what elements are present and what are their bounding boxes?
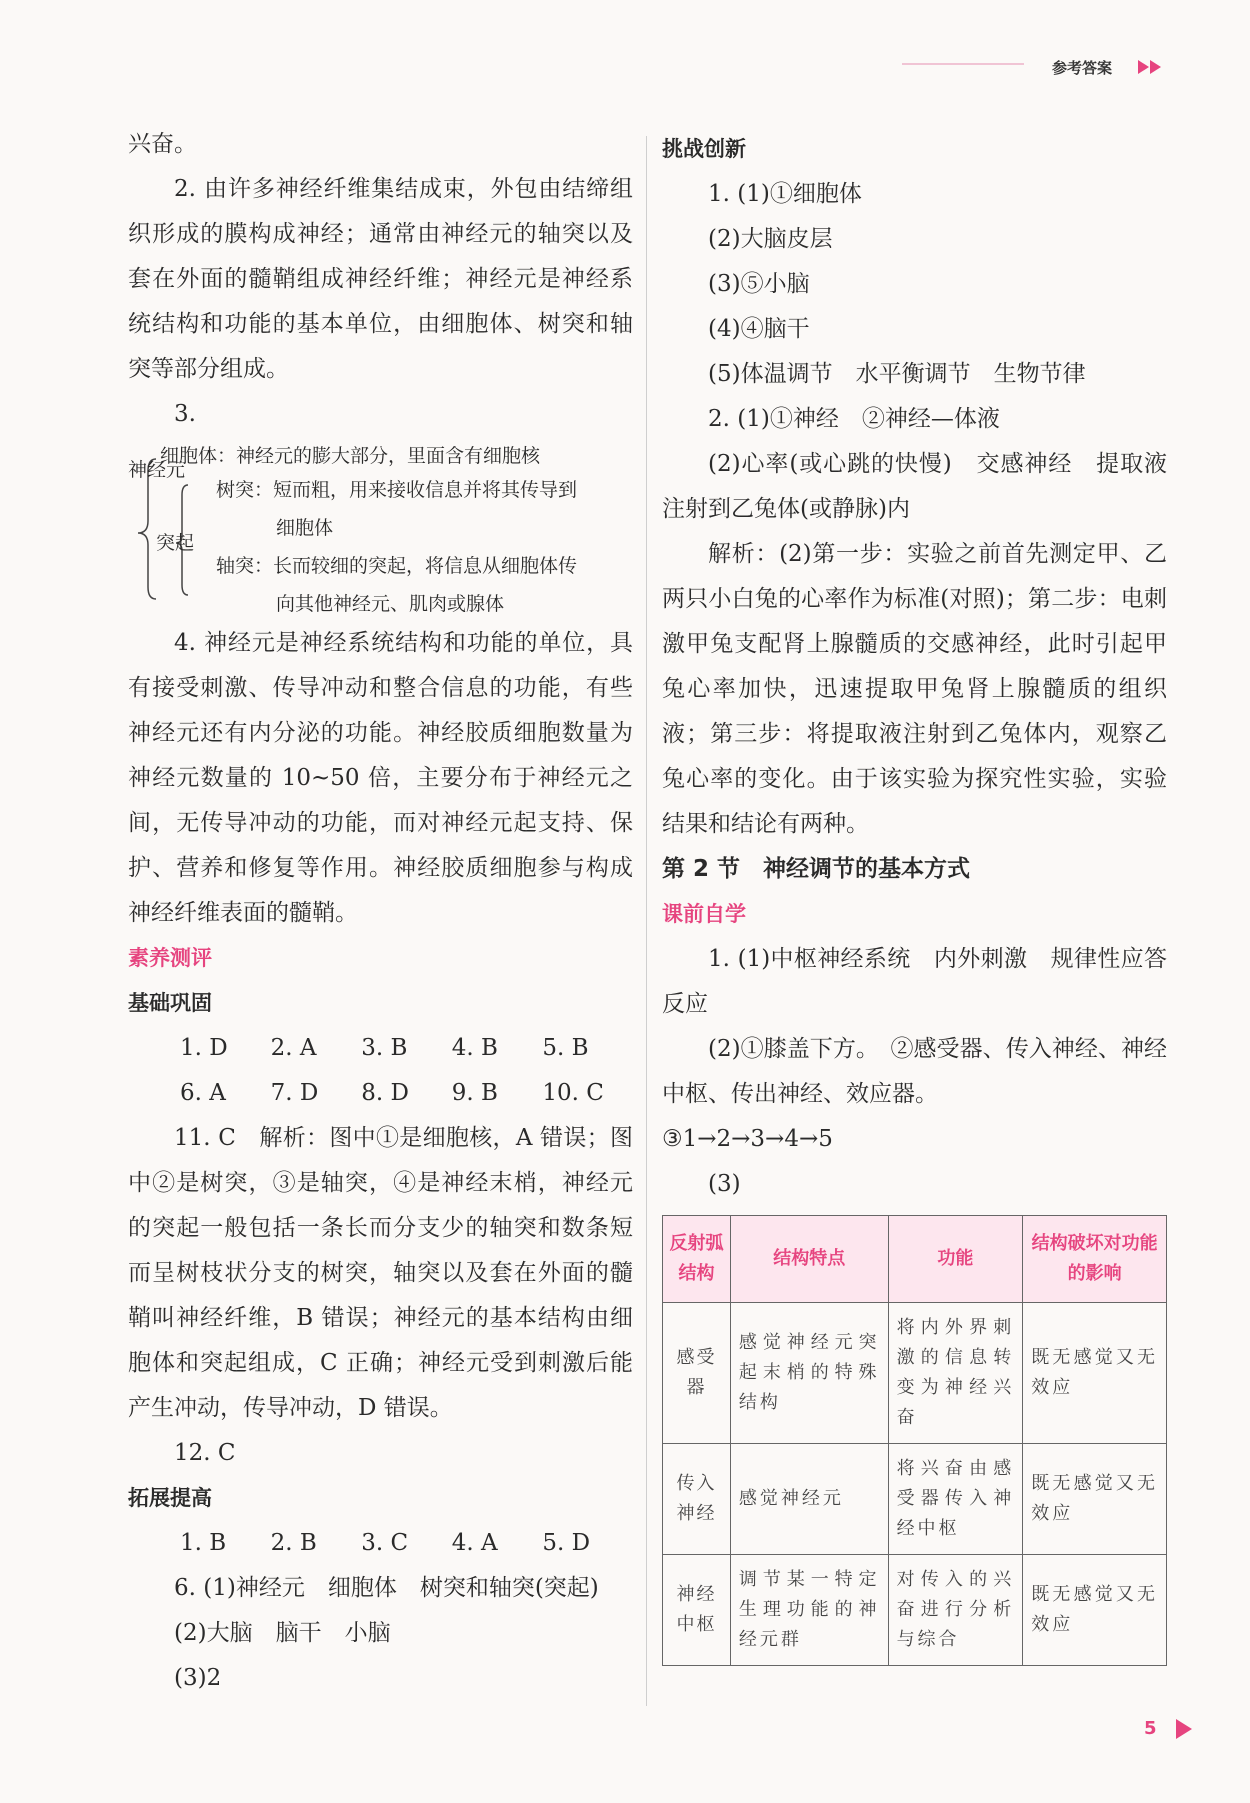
- right-c1: 1. (1)中枢神经系统 内外刺激 规律性应答反应: [662, 946, 1167, 1017]
- left-p4: 4. 神经元是神经系统结构和功能的单位，具有接受刺激、传导冲动和整合信息的功能，有些神经元还有内分泌的功能。神经胶质细胞数量为神经元数量的 10~50 倍，主要分布于神经元之间，无传导冲动的功能，而对神经元起支持、保护、营养和修复等作用。神经胶质细胞参与构成神经纤维表面的髓鞘。: [128, 630, 633, 926]
- answer-item: 9. B: [451, 1080, 498, 1106]
- answer-item: 10. C: [542, 1080, 604, 1106]
- section-heading-kelian: 课前自学: [662, 902, 746, 926]
- tree-dendrite-2: 细胞体: [276, 517, 334, 539]
- header-arrows-icon: [1138, 60, 1161, 74]
- table-cell: 既无感觉又无效应: [1023, 1555, 1167, 1666]
- answer-item: 1. B: [180, 1530, 227, 1556]
- tree-axon-1: 轴突：长而较细的突起，将信息从细胞体传: [216, 555, 578, 577]
- table-cell: 对传入的兴奋进行分析与综合: [888, 1555, 1023, 1666]
- answer-item: 7. D: [270, 1080, 319, 1106]
- answer-item: 5. B: [542, 1035, 589, 1061]
- tree-process: 突起: [156, 532, 195, 554]
- answer-item: 3. B: [361, 1035, 408, 1061]
- header-title: 参考答案: [1052, 59, 1113, 77]
- left-p12: 12. C: [174, 1440, 236, 1466]
- table-header-row: [663, 1216, 1167, 1303]
- tree-axon-2: 向其他神经元、肌肉或腺体: [276, 593, 505, 615]
- table-header: 反射弧结构: [663, 1216, 731, 1303]
- answer-item: 4. A: [451, 1530, 498, 1556]
- table-header: 结构特点: [730, 1216, 888, 1303]
- reflex-arc-table: [662, 1215, 1167, 1666]
- table-cell: 感受器: [663, 1303, 731, 1444]
- right-column: [662, 127, 1167, 1666]
- table-cell: 既无感觉又无效应: [1023, 1444, 1167, 1555]
- subheading-tuozhan: 拓展提高: [128, 1486, 212, 1510]
- right-a1: 1. (1)①细胞体: [708, 181, 862, 207]
- right-c2: (2)①膝盖下方。 ②感受器、传入神经、神经中枢、传出神经、效应器。: [662, 1036, 1167, 1107]
- answer-item: 8. D: [361, 1080, 409, 1106]
- table-header: 功能: [888, 1216, 1023, 1303]
- answer-row-3: [128, 1521, 633, 1566]
- answer-item: 1. D: [180, 1035, 228, 1061]
- left-p1: 兴奋。: [128, 131, 197, 157]
- table-row: [663, 1303, 1167, 1444]
- table-cell: 传入神经: [663, 1444, 731, 1555]
- right-a5: (5)体温调节 水平衡调节 生物节律: [708, 361, 1086, 387]
- answer-item: 2. B: [270, 1530, 317, 1556]
- left-p6b: (2)大脑 脑干 小脑: [174, 1620, 391, 1646]
- left-p6c: (3)2: [174, 1665, 222, 1691]
- left-column: [128, 122, 633, 1701]
- answer-row-1: [128, 1026, 633, 1071]
- table-cell: 感觉神经元: [730, 1444, 888, 1555]
- right-a2: (2)大脑皮层: [708, 226, 833, 252]
- answer-item: 2. A: [270, 1035, 317, 1061]
- left-p2: 2. 由许多神经纤维集结成束，外包由结缔组织形成的膜构成神经；通常由神经元的轴突以及套在外面的髓鞘组成神经纤维；神经元是神经系统结构和功能的基本单位，由细胞体、树突和轴突等部分组成。: [128, 176, 633, 382]
- left-p6a: 6. (1)神经元 细胞体 树突和轴突(突起): [174, 1575, 599, 1601]
- tree-root: 神经元: [128, 459, 186, 481]
- page-number: 5: [1144, 1718, 1157, 1739]
- left-p3: 3.: [174, 401, 196, 427]
- table-cell: 既无感觉又无效应: [1023, 1303, 1167, 1444]
- right-c3: ③1→2→3→4→5: [662, 1126, 833, 1152]
- column-divider: [646, 136, 647, 1706]
- right-b3: 解析：(2)第一步：实验之前首先测定甲、乙两只小白兔的心率作为标准(对照)；第二步：电刺激甲兔支配肾上腺髓质的交感神经，此时引起甲兔心率加快，迅速提取甲兔肾上腺髓质的组织液；第三步：将提取液注射到乙兔体内，观察乙兔心率的变化。由于该实验为探究性实验，实验结果和结论有两种。: [662, 541, 1167, 837]
- header-rule: [902, 63, 1024, 65]
- table-cell: 感觉神经元突起末梢的特殊结构: [730, 1303, 888, 1444]
- page-arrow-icon: [1176, 1719, 1192, 1739]
- tree-dendrite-1: 树突：短而粗，用来接收信息并将其传导到: [216, 479, 578, 501]
- right-b1: 2. (1)①神经 ②神经—体液: [708, 406, 1000, 432]
- table-cell: 将兴奋由感受器传入神经中枢: [888, 1444, 1023, 1555]
- right-a4: (4)④脑干: [708, 316, 810, 342]
- table-cell: 调节某一特定生理功能的神经元群: [730, 1555, 888, 1666]
- table-row: [663, 1555, 1167, 1666]
- answer-item: 3. C: [361, 1530, 409, 1556]
- answer-item: 5. D: [542, 1530, 591, 1556]
- answer-row-2: [128, 1071, 633, 1116]
- table-row: [663, 1444, 1167, 1555]
- section-title: 第 2 节 神经调节的基本方式: [662, 856, 971, 882]
- subheading-jichu: 基础巩固: [128, 991, 212, 1015]
- table-header: 结构破坏对功能的影响: [1023, 1216, 1167, 1303]
- table-cell: 将内外界刺激的信息转变为神经兴奋: [888, 1303, 1023, 1444]
- table-cell: 神经中枢: [663, 1555, 731, 1666]
- neuron-structure-tree: [128, 437, 633, 621]
- subheading-tiaozhan: 挑战创新: [662, 137, 746, 161]
- left-p11: 11. C 解析：图中①是细胞核，A 错误；图中②是树突，③是轴突，④是神经末梢，神经元的突起一般包括一条长而分支少的轴突和数条短而呈树枝状分支的树突，轴突以及套在外面的髓鞘叫神经纤维，B 错误；神经元的基本结构由细胞体和突起组成，C 正确；神经元受到刺激后能产生冲动，传导冲动，D 错误。: [128, 1125, 633, 1421]
- tree-cell-body: 细胞体：神经元的膨大部分，里面含有细胞核: [160, 445, 541, 467]
- right-b2: (2)心率(或心跳的快慢) 交感神经 提取液注射到乙兔体(或静脉)内: [662, 451, 1167, 522]
- answer-item: 4. B: [451, 1035, 498, 1061]
- answer-item: 6. A: [180, 1080, 226, 1106]
- section-heading-suyang: 素养测评: [128, 946, 212, 970]
- right-c4: (3): [708, 1171, 741, 1197]
- right-a3: (3)⑤小脑: [708, 271, 810, 297]
